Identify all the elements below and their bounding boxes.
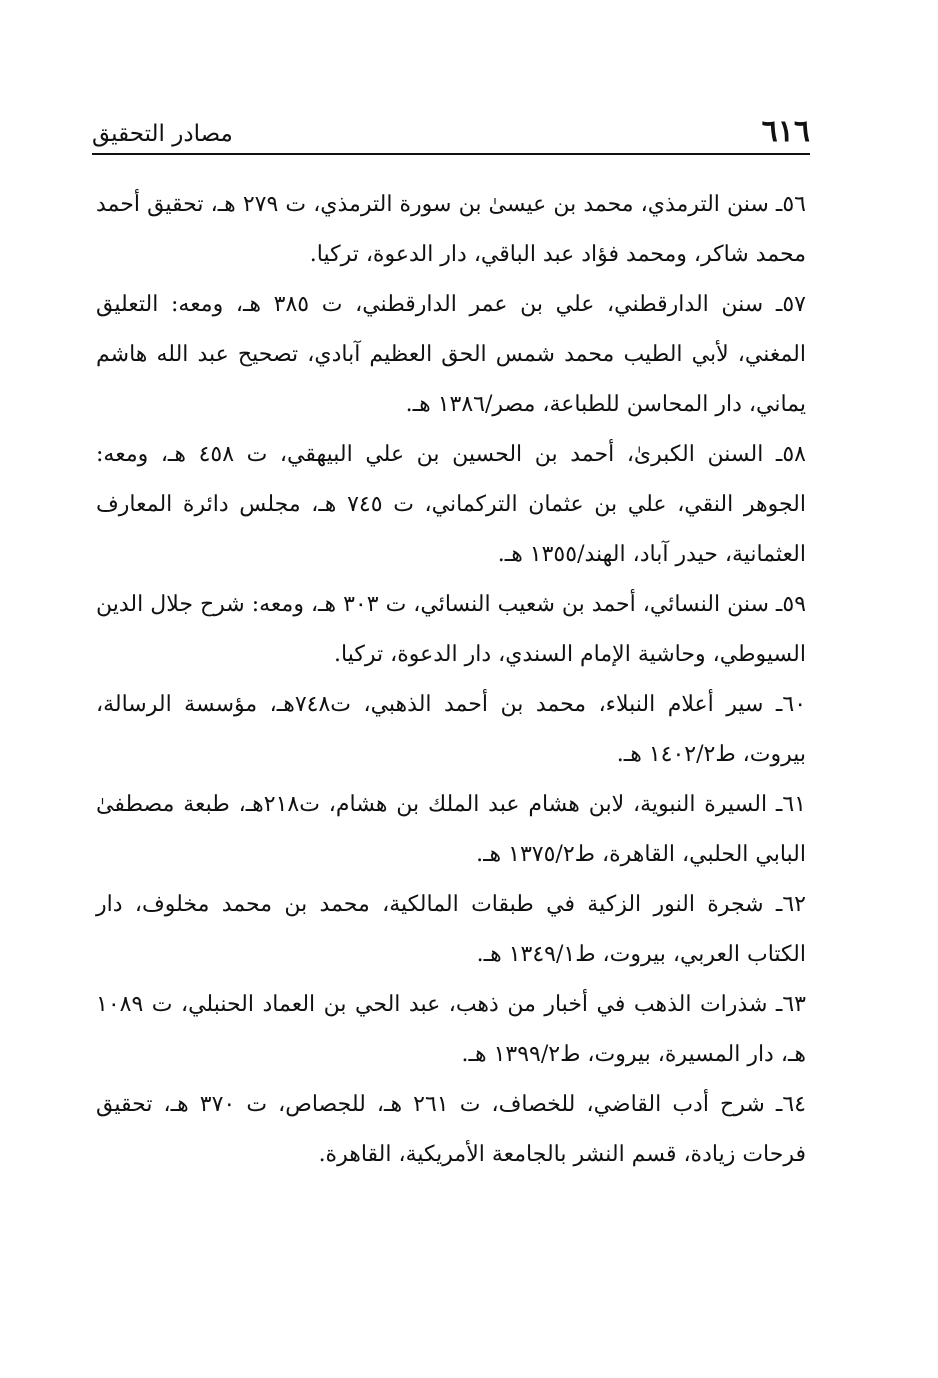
bibliography-entry: ٦٤ـ شرح أدب القاضي، للخصاف، ت ٢٦١ هـ، للجصاص، ت ٣٧٠ هـ، تحقيق فرحات زيادة، قسم النشر بالجامعة الأمريكية، القاهرة. — [96, 1092, 806, 1167]
bibliography-entry: ٦٣ـ شذرات الذهب في أخبار من ذهب، عبد الحي بن العماد الحنبلي، ت ١٠٨٩ هـ، دار المسيرة، بيروت، ط١٣٩٩/٢ هـ. — [96, 992, 806, 1067]
bibliography-entry: ٦٠ـ سير أعلام النبلاء، محمد بن أحمد الذهبي، ت٧٤٨هـ، مؤسسة الرسالة، بيروت، ط١٤٠٢/٢ هـ. — [96, 692, 807, 767]
bibliography-entry: ٥٦ـ سنن الترمذي، محمد بن عيسىٰ بن سورة الترمذي، ت ٢٧٩ هـ، تحقيق أحمد محمد شاكر، ومحمد فؤاد عبد الباقي، دار الدعوة، تركيا. — [96, 192, 806, 267]
bibliography-entry: ٦١ـ السيرة النبوية، لابن هشام عبد الملك بن هشام، ت٢١٨هـ، طبعة مصطفىٰ البابي الحلبي، القاهرة، ط١٣٧٥/٢ هـ. — [96, 792, 806, 867]
bibliography-entry: ٥٧ـ سنن الدارقطني، علي بن عمر الدارقطني، ت ٣٨٥ هـ، ومعه: التعليق المغني، لأبي الطيب محمد شمس الحق العظيم آبادي، تصحيح عبد الله هاشم يماني، دار المحاسن للطباعة، مصر/١٣٨٦ هـ. — [96, 292, 806, 417]
bibliography-entry: ٥٨ـ السنن الكبرىٰ، أحمد بن الحسين بن علي البيهقي، ت ٤٥٨ هـ، ومعه: الجوهر النقي، علي بن عثمان التركماني، ت ٧٤٥ هـ، مجلس دائرة المعارف العثمانية، حيدر آباد، الهند/١٣٥٥ هـ. — [96, 442, 806, 567]
bibliography-entry: ٥٩ـ سنن النسائي، أحمد بن شعيب النسائي، ت ٣٠٣ هـ، ومعه: شرح جلال الدين السيوطي، وحاشية الإمام السندي، دار الدعوة، تركيا. — [96, 592, 807, 667]
header-rule — [92, 153, 810, 155]
running-title: مصادر التحقيق — [92, 121, 233, 147]
bibliography-entry: ٦٢ـ شجرة النور الزكية في طبقات المالكية، محمد بن محمد مخلوف، دار الكتاب العربي، بيروت، ط١٣٤٩/١ هـ. — [96, 892, 806, 967]
bibliography-list — [96, 180, 806, 1180]
page-number: ٦١٦ — [761, 114, 810, 149]
page-header — [92, 112, 810, 152]
